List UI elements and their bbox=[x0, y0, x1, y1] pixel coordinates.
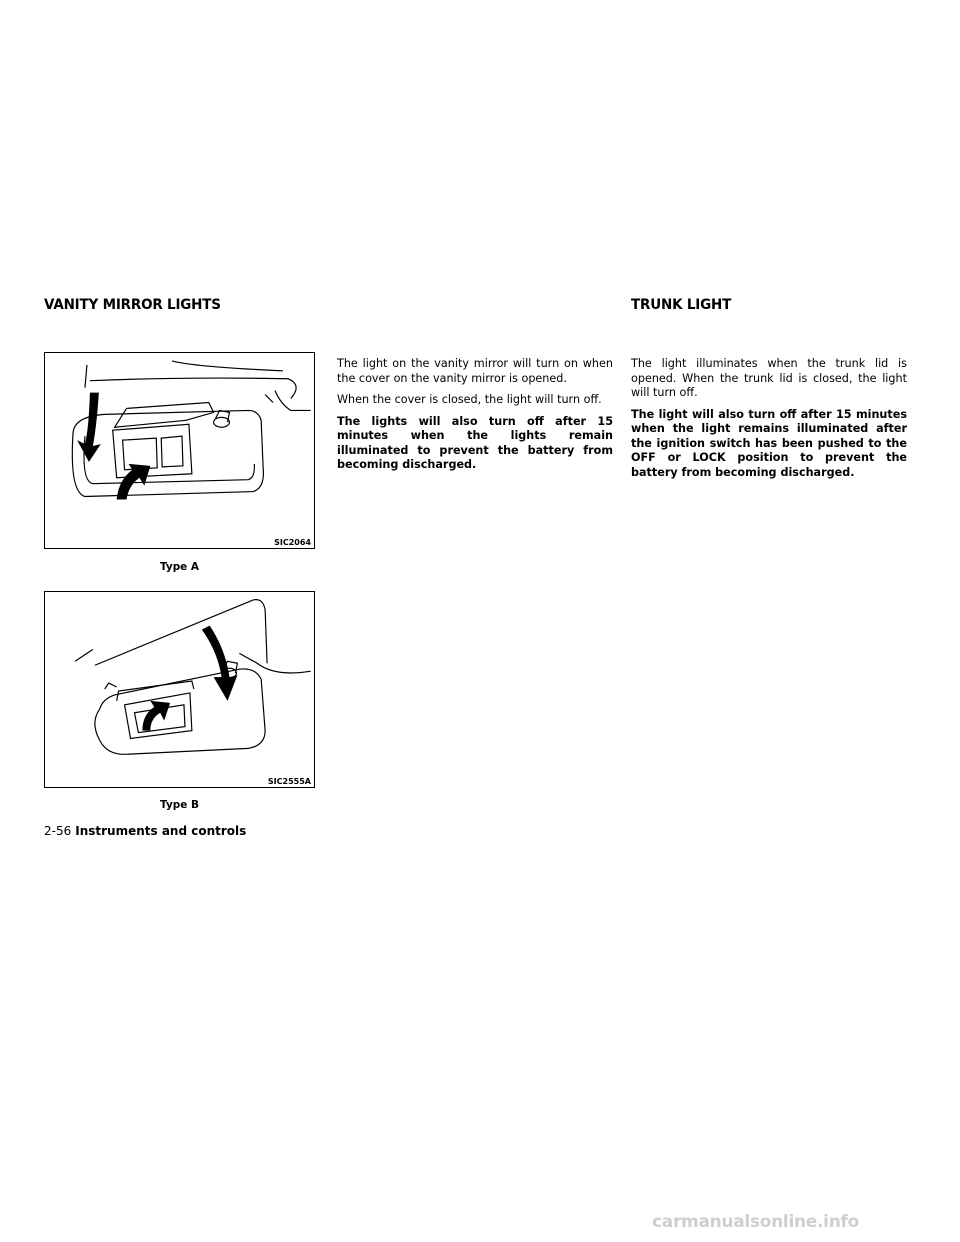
paragraph: The light on the vanity mirror will turn on when the cover on the vanity mirror is opened. bbox=[337, 357, 613, 385]
figure-caption-type-a: Type A bbox=[159, 560, 199, 573]
figure-caption-type-b: Type B bbox=[160, 798, 199, 811]
vanity-mirror-type-b-illustration bbox=[45, 592, 314, 787]
watermark: carmanualsonline.info bbox=[652, 1212, 859, 1232]
page-footer bbox=[44, 824, 246, 838]
paragraph: The light illuminates when the trunk lid is opened. When the trunk lid is closed, the light will turn off. bbox=[631, 357, 907, 399]
vanity-mirror-text-column bbox=[337, 357, 613, 480]
section-title-trunk-light: TRUNK LIGHT bbox=[631, 297, 732, 313]
paragraph-bold: The lights will also turn off after 15 minutes when the lights remain illuminated to prevent the battery from becoming discharged. bbox=[337, 414, 613, 471]
section-title-vanity-mirror-lights: VANITY MIRROR LIGHTS bbox=[44, 297, 221, 313]
figure-type-a bbox=[44, 352, 315, 549]
figure-type-b bbox=[44, 591, 315, 788]
paragraph: When the cover is closed, the light will turn off. bbox=[337, 393, 602, 406]
paragraph-bold: The light will also turn off after 15 minutes when the light remains illuminated after the ignition switch has been pushed to the OFF or LOCK position to prevent the battery from becoming discharged. bbox=[631, 407, 907, 479]
chapter-title: Instruments and controls bbox=[75, 824, 247, 838]
figure-code: SIC2555A bbox=[267, 777, 311, 786]
trunk-light-text-column bbox=[631, 357, 907, 487]
figure-code: SIC2064 bbox=[274, 538, 311, 547]
vanity-mirror-type-a-illustration bbox=[45, 353, 314, 548]
page-number: 2-56 bbox=[44, 824, 72, 838]
